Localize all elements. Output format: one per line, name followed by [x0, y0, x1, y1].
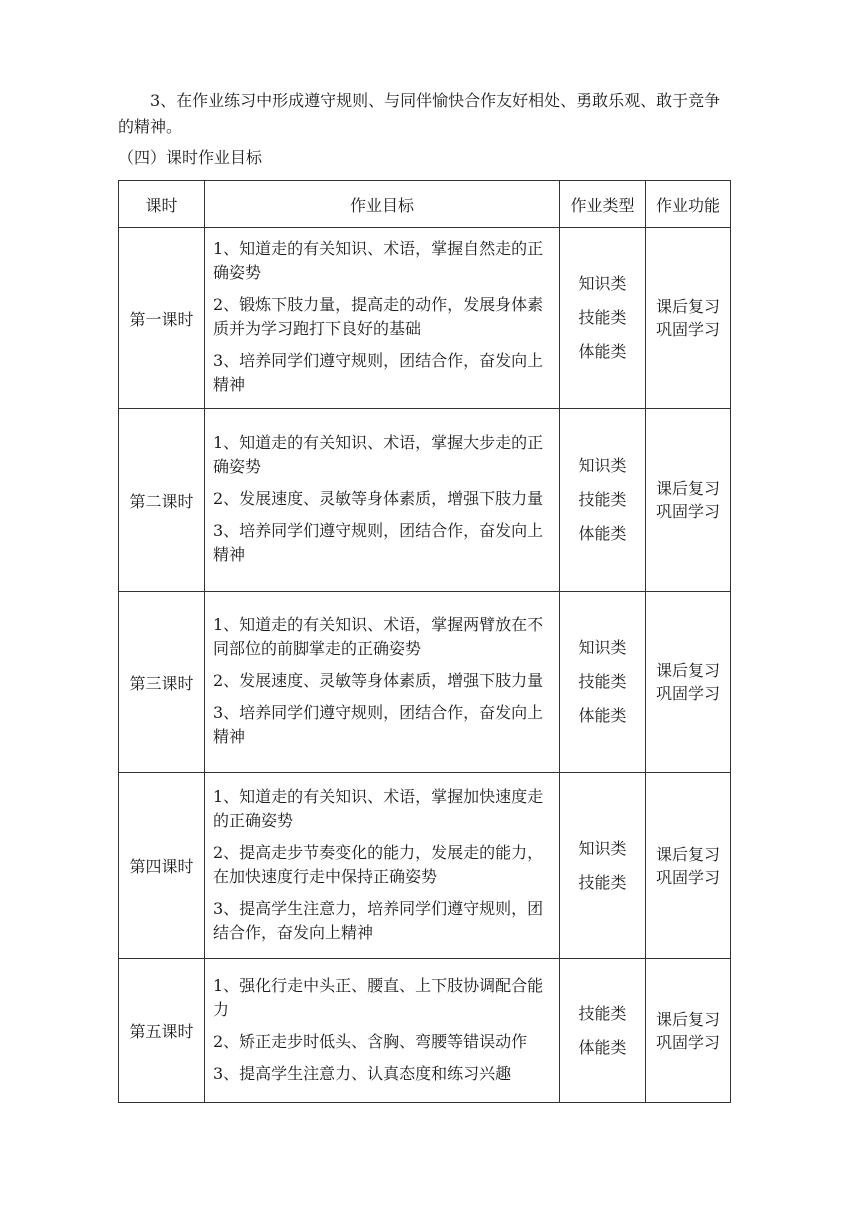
type-item: 技能类: [578, 1003, 627, 1023]
type-item: 体能类: [578, 342, 627, 361]
function-item: 巩固学习: [655, 502, 720, 521]
goal-item: 1、知道走的有关知识、术语，掌握两臂放在不同部位的前脚掌走的正确姿势: [213, 615, 544, 658]
lesson-cell: 第二课时: [119, 409, 205, 592]
goal-item: 2、发展速度、灵敏等身体素质，增强下肢力量: [213, 671, 544, 690]
lesson-cell: 第三课时: [119, 592, 205, 773]
table-row: [119, 959, 731, 1103]
table-row: [119, 592, 731, 773]
goal-item: 1、知道走的有关知识、术语，掌握加快速度走的正确姿势: [213, 786, 544, 830]
type-item: 技能类: [578, 872, 627, 892]
table-row: [119, 228, 731, 409]
goal-item: 3、培养同学们遵守规则，团结合作，奋发向上精神: [213, 351, 544, 394]
function-item: 巩固学习: [655, 1032, 720, 1052]
goal-item: 2、发展速度、灵敏等身体素质，增强下肢力量: [213, 489, 544, 508]
function-item: 课后复习: [655, 661, 720, 680]
goals-cell: [205, 959, 560, 1103]
types-cell: [560, 228, 646, 409]
header-lesson: 课时: [119, 181, 205, 228]
function-item: 课后复习: [655, 844, 720, 864]
goal-item: 1、知道走的有关知识、术语，掌握大步走的正确姿势: [213, 433, 544, 476]
lesson-cell: 第五课时: [119, 959, 205, 1103]
type-item: 知识类: [578, 638, 627, 657]
functions-cell: [646, 228, 731, 409]
function-item: 课后复习: [655, 479, 720, 498]
goal-item: 3、培养同学们遵守规则，团结合作，奋发向上精神: [213, 521, 544, 564]
types-cell: [560, 592, 646, 773]
function-item: 巩固学习: [655, 867, 720, 887]
type-item: 体能类: [578, 524, 627, 543]
intro-paragraph: 3、在作业练习中形成遵守规则、与同伴愉快合作友好相处、勇敢乐观、敢于竞争的精神。: [118, 91, 721, 136]
lesson-goals-table: [118, 180, 731, 1103]
goal-item: 2、锻炼下肢力量，提高走的动作，发展身体素质并为学习跑打下良好的基础: [213, 295, 544, 338]
functions-cell: [646, 409, 731, 592]
function-item: 巩固学习: [655, 320, 720, 339]
types-cell: [560, 959, 646, 1103]
lesson-cell: 第四课时: [119, 773, 205, 959]
goal-item: 2、提高走步节奏变化的能力，发展走的能力，在加快速度行走中保持正确姿势: [213, 842, 544, 886]
table-row: [119, 773, 731, 959]
functions-cell: [646, 592, 731, 773]
function-item: 课后复习: [655, 1009, 720, 1029]
functions-cell: [646, 959, 731, 1103]
goals-cell: [205, 228, 560, 409]
type-item: 知识类: [578, 274, 627, 293]
goal-item: 1、知道走的有关知识、术语，掌握自然走的正确姿势: [213, 239, 544, 282]
lesson-cell: 第一课时: [119, 228, 205, 409]
goal-item: 3、提高学生注意力、认真态度和练习兴趣: [213, 1063, 512, 1083]
table-row: [119, 409, 731, 592]
header-function: 作业功能: [646, 181, 731, 228]
table-header-row: [119, 181, 731, 228]
goal-item: 1、强化行走中头正、腰直、上下肢协调配合能力: [213, 975, 544, 1019]
goals-cell: [205, 409, 560, 592]
types-cell: [560, 409, 646, 592]
header-goals: 作业目标: [205, 181, 560, 228]
type-item: 技能类: [578, 672, 627, 691]
type-item: 知识类: [578, 456, 627, 475]
type-item: 知识类: [578, 838, 627, 858]
function-item: 课后复习: [655, 297, 720, 316]
type-item: 体能类: [578, 1037, 627, 1057]
type-item: 体能类: [578, 706, 627, 725]
section-title: （四）课时作业目标: [118, 148, 263, 167]
header-type: 作业类型: [560, 181, 646, 228]
types-cell: [560, 773, 646, 959]
type-item: 技能类: [578, 490, 627, 509]
goal-item: 3、提高学生注意力，培养同学们遵守规则，团结合作，奋发向上精神: [213, 898, 544, 942]
goal-item: 3、培养同学们遵守规则，团结合作，奋发向上精神: [213, 703, 544, 746]
type-item: 技能类: [578, 308, 627, 327]
functions-cell: [646, 773, 731, 959]
goal-item: 2、矫正走步时低头、含胸、弯腰等错误动作: [213, 1031, 528, 1051]
goals-cell: [205, 592, 560, 773]
function-item: 巩固学习: [655, 684, 720, 703]
goals-cell: [205, 773, 560, 959]
